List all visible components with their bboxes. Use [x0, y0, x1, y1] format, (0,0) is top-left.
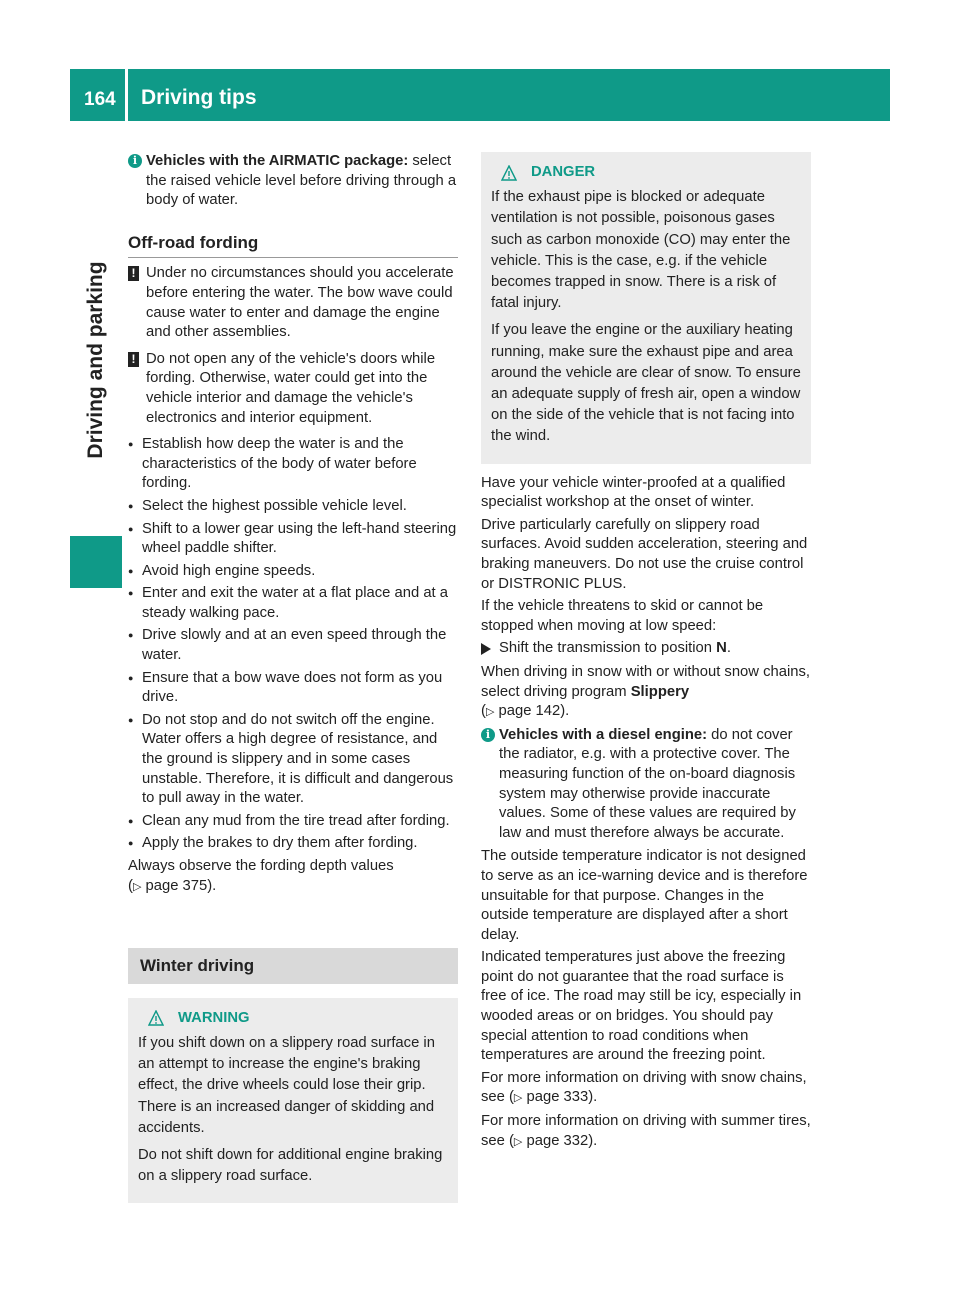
- warning-paragraph-1: If you shift down on a slippery road surface in an attempt to increase the engine's braking effect, the drive wheels could lose their grip. There is an increased danger of skidding and accidents.: [138, 1034, 435, 1136]
- diesel-note-bold: Vehicles with a diesel engine:: [499, 726, 708, 743]
- freezing-point-paragraph: Indicated temperatures just above the freezing point do not guarantee that the road surface is free of ice. The road may still be icy, especially in wooded areas or on bridges. You should pay special attention to road conditions when temperatures are around the freezing point.: [481, 949, 802, 1064]
- right-column: [481, 152, 811, 1155]
- fording-depth-paragraph: Always observe the fording depth values (▷ page 375).: [128, 858, 394, 894]
- offroad-heading: Off-road fording: [128, 233, 458, 259]
- snow-chains-info-text: For more information on driving with snow chains, see (: [481, 1069, 807, 1106]
- exclamation-icon: !: [128, 266, 139, 281]
- page-ref-333[interactable]: page 333).: [526, 1089, 598, 1106]
- danger-paragraph-2: If you leave the engine or the auxiliary heating running, make sure the exhaust pipe and area around the vehicle are clear of snow. To ensure an adequate supply of fresh air, open a window on the side of the vehicle that is not facing into the wind.: [491, 322, 801, 445]
- fording-note-1-text: Under no circumstances should you accelerate before entering the water. The bow wave could cause water to enter and damage the engine and other assemblies.: [146, 265, 454, 341]
- snow-chains-paragraph: When driving in snow with or without snow chains, select driving program Slippery (▷ page 142).: [481, 663, 810, 720]
- page-ref-375[interactable]: page 375).: [145, 877, 217, 894]
- page-ref-arrow-icon: ▷: [132, 880, 142, 893]
- warning-triangle-icon: [148, 1010, 164, 1026]
- winter-driving-heading: Winter driving: [128, 948, 458, 984]
- list-item: ● Apply the brakes to dry them after fording.: [128, 834, 458, 854]
- step-end: .: [726, 640, 731, 657]
- diesel-note: [481, 726, 811, 844]
- list-item: ● Shift to a lower gear using the left-hand steering wheel paddle shifter.: [128, 520, 458, 559]
- step-arrow-icon: [481, 643, 491, 655]
- list-item: ● Clean any mud from the tire tread after fording.: [128, 812, 458, 832]
- snow-chains-info-paragraph: [481, 1069, 811, 1109]
- fording-depth-text: Always observe the fording depth values: [128, 858, 394, 874]
- list-item: ● Ensure that a bow wave does not form as you drive.: [128, 669, 458, 708]
- page-ref-332[interactable]: page 332).: [526, 1132, 598, 1149]
- instruction-step: [481, 639, 811, 659]
- list-item: ● Enter and exit the water at a flat place and at a steady walking pace.: [128, 584, 458, 623]
- list-item: ● Avoid high engine speeds.: [128, 562, 458, 582]
- step-position: N: [716, 640, 727, 657]
- page-number: 164: [84, 89, 116, 110]
- warning-box: [128, 998, 458, 1204]
- airmatic-note-bold: Vehicles with the AIRMATIC package:: [146, 153, 409, 169]
- summer-tires-text: For more information on driving with summer tires, see (: [481, 1113, 811, 1149]
- page-ref-142[interactable]: page 142).: [498, 703, 570, 720]
- danger-title-text: DANGER: [531, 164, 596, 180]
- list-item: ● Select the highest possible vehicle level.: [128, 497, 458, 517]
- danger-box: [481, 152, 811, 464]
- info-icon: i: [128, 154, 142, 168]
- summer-tires-paragraph: [481, 1112, 811, 1152]
- diesel-note-text: do not cover the radiator, e.g. with a protective cover. The measuring function of the on-board diagnosis system may otherwise provide inaccurate values. Some of these values are required by law and must therefore always be accurate.: [499, 726, 796, 841]
- warning-title: [138, 1008, 448, 1029]
- list-item: ● Drive slowly and at an even speed through the water.: [128, 626, 458, 665]
- fording-note-2: [128, 350, 458, 428]
- airmatic-note: [128, 152, 458, 211]
- fording-note-1: [128, 264, 458, 342]
- snow-chains-text: When driving in snow with or without snow chains, select driving program: [481, 663, 810, 700]
- page-title: Driving tips: [141, 86, 257, 109]
- slippery-program: Slippery: [630, 683, 690, 700]
- skid-paragraph: If the vehicle threatens to skid or cannot be stopped when moving at low speed:: [481, 598, 764, 634]
- info-icon: i: [481, 728, 495, 742]
- list-item: ● Do not stop and do not switch off the engine. Water offers a high degree of resistance, and the ground is slippery and in some cases unstable. Therefore, it is difficult and dangerous to pull away in the water.: [128, 711, 458, 809]
- danger-paragraph-1: If the exhaust pipe is blocked or adequate ventilation is not possible, poisonous gases such as carbon monoxide (CO) may enter the vehicle. This is the case, e.g. if the vehicle becomes trapped in snow. There is a risk of fatal injury.: [491, 189, 791, 312]
- step-text: Shift the transmission to position: [499, 640, 717, 657]
- temperature-indicator-paragraph: The outside temperature indicator is not designed to serve as an ice-warning device and is therefore unsuitable for that purpose. Changes in the outside temperature are displayed after a short delay.: [481, 848, 808, 943]
- exclamation-icon: !: [128, 352, 139, 367]
- danger-title: [491, 162, 801, 183]
- fording-bullet-list: [128, 435, 458, 854]
- danger-triangle-icon: [501, 165, 517, 181]
- warning-title-text: WARNING: [178, 1009, 250, 1026]
- header-divider: [125, 69, 128, 121]
- warning-paragraph-2: Do not shift down for additional engine braking on a slippery road surface.: [138, 1147, 443, 1185]
- fording-note-2-text: Do not open any of the vehicle's doors while fording. Otherwise, water could get into the vehicle interior and damage the vehicle's electronics and interior equipment.: [146, 350, 436, 426]
- side-tab-marker: [70, 536, 122, 588]
- winter-proofed-paragraph: Have your vehicle winter-proofed at a qualified specialist workshop at the onset of winter.: [481, 474, 786, 511]
- airmatic-note-text: select the raised vehicle level before driving through a body of water.: [146, 153, 457, 209]
- page-ref-arrow-icon: ▷: [485, 706, 495, 719]
- slippery-roads-paragraph: Drive particularly carefully on slippery road surfaces. Avoid sudden acceleration, steering and braking maneuvers. Do not use the cruise control or DISTRONIC PLUS.: [481, 516, 808, 592]
- side-tab-label: Driving and parking: [84, 261, 107, 459]
- left-column: [128, 152, 458, 1203]
- page-ref-arrow-icon: ▷: [513, 1092, 523, 1105]
- page-ref-arrow-icon: ▷: [513, 1135, 523, 1148]
- list-item: ● Establish how deep the water is and the characteristics of the body of water before fording.: [128, 435, 458, 494]
